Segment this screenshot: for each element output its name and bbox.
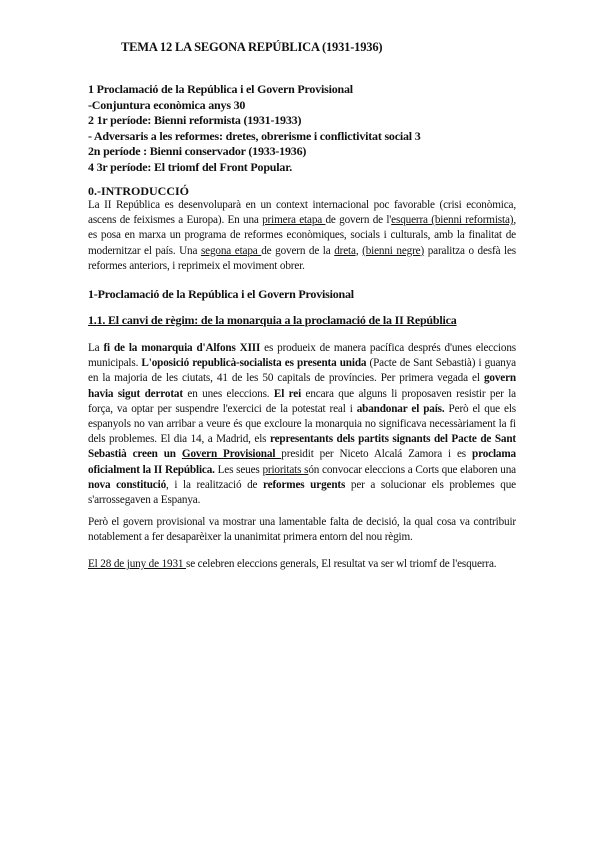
bold-text: nova constitució [88,478,167,491]
text-run: , es posa en marxa un programa de reformes econòmiques, socials i culturals, amb la finalitat de modernitzar el país. Una [88,214,516,257]
text-run: de govern de la [261,244,335,257]
body-paragraph: Però el govern provisional va mostrar una lamentable falta de decisió, la qual cosa va contribuir notablement a fer desaparèixer la unanimitat primera entorn del nou règim. [88,516,516,544]
document-title: TEMA 12 LA SEGONA REPÚBLICA (1931-1936) [121,40,383,54]
body-paragraph [88,557,516,572]
toc-item: 1 Proclamació de la República i el Govern Provisional [88,82,353,96]
introduction-heading: 0.-INTRODUCCIÓ [88,184,190,198]
text-run: en unes eleccions. [182,387,274,400]
bold-text: reformes urgents [263,478,346,491]
text-run: Les seues [214,463,263,476]
bold-text: El rei [273,387,302,400]
text-run: se celebren eleccions generals, El resultat va ser wl triomf de l'esquerra. [186,558,497,570]
underlined-text: segona etapa [200,244,262,257]
text-run: ón convocar eleccions a Corts que elaboren una [308,463,516,476]
section-heading: 1-Proclamació de la República i el Govern Provisional [88,287,354,301]
introduction-paragraph [88,198,516,274]
bold-text: govern havia sigut derrotat [88,372,516,400]
text-run: de govern de l' [325,214,392,227]
text-run: , i la realització de [166,478,264,491]
bold-underlined-text: Govern Provisional [181,448,282,461]
text-run: (Pacte de Sant Sebastià) i guanya en la majoria de les ciutats, 41 de les 50 capitals de províncies. Per primera vegada el [88,357,516,385]
underlined-text: dreta, [334,244,359,257]
toc-item: 4 3r període: El triomf del Front Popular. [88,159,293,174]
text-run: presidit per Niceto Alcalá Zamora i es [281,448,473,461]
underlined-text: (bienni negre) [362,244,425,257]
underlined-text: prioritats s [262,463,309,476]
body-paragraph [88,341,516,508]
bold-text: representants dels partits signants del Pacte de Sant Sebastià creen un [88,433,516,461]
underlined-text: El 28 de juny de 1931 [88,558,186,570]
underlined-text: esquerra (bienni reformista) [391,214,514,227]
table-of-contents [88,82,421,176]
text-run: es produeix de manera pacífica després d'unes eleccions municipals. [88,342,516,370]
toc-item: -Conjuntura econòmica anys 30 [88,97,246,112]
toc-item: - Adversaris a les reformes: dretes, obrerisme i conflictivitat social 3 [88,128,421,143]
text-run: paralitza o desfà les reformes anteriors, i reprimeix el moviment obrer. [88,244,517,272]
bold-text: fi de la monarquia d'Alfons XIII [103,342,261,354]
bold-text: L'oposició republicà-socialista es presenta unida [141,357,367,370]
text-run: La II República es desenvoluparà en un context internacional poc favorable (crisi econòmica, ascens de feixismes a Europa). En una [88,199,516,227]
bold-text: proclama oficialment la II República. [88,448,516,476]
underlined-text: primera etapa [262,214,326,227]
text-run: encara que alguns li proposaven resistir per la força, va optar per suspendre l'exercici de la potestat real i [88,387,516,415]
subsection-heading: 1.1. El canvi de règim: de la monarquia a la proclamació de la II República [88,313,457,327]
text-run: Però el que els espanyols no van arribar a veure és que excloure la monarquia no significava necessàriament la fi dels problemes. El dia 14, a Madrid, els [88,402,517,446]
text-run: La [88,342,104,354]
toc-item: 2n període : Bienni conservador (1933-1936) [88,144,307,159]
bold-text: abandonar el país. [356,402,445,415]
text-run: per a solucionar els problemes que s'arrossegaven a Espanya. [88,478,516,507]
toc-item: 2 1r període: Bienni reformista (1931-1933) [88,113,302,128]
